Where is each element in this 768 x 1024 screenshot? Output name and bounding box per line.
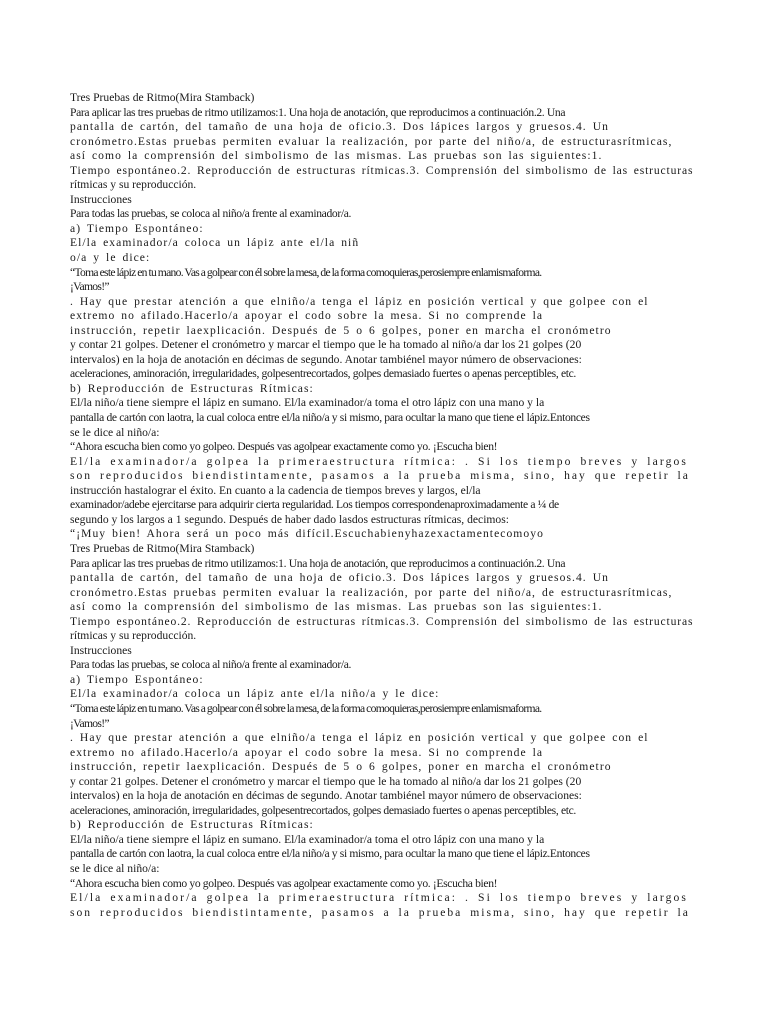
text-line: extremo no afilado.Hacerlo/a apoyar el codo sobre la mesa. Si no comprende la bbox=[70, 309, 544, 323]
text-line: Para todas las pruebas, se coloca al niño/a frente al examinador/a. bbox=[70, 658, 352, 672]
text-line: o/a y le dice: bbox=[70, 251, 151, 265]
text-line: se le dice al niño/a: bbox=[70, 861, 160, 875]
text-line: “Ahora escucha bien como yo golpeo. Después vas agolpear exactamente como yo. ¡Escucha bien! bbox=[70, 440, 498, 454]
text-line: “Toma este lápiz en tu mano. Vas a golpear con él sobre la mesa, de la forma comoquieras,perosiempre enlamismaforma. bbox=[70, 701, 542, 715]
text-line: El/la niño/a tiene siempre el lápiz en sumano. El/la examinador/a toma el otro lápiz con una mano y la bbox=[70, 396, 545, 410]
text-line: rítmicas y su reproducción. bbox=[70, 629, 197, 643]
text-line: y contar 21 golpes. Detener el cronómetro y marcar el tiempo que le ha tomado al niño/a dar los 21 golpes (20 bbox=[70, 774, 582, 788]
text-line: Para aplicar las tres pruebas de ritmo utilizamos:1. Una hoja de anotación, que reproducimos a continuación.2. Una bbox=[70, 105, 566, 119]
document-page bbox=[70, 91, 698, 920]
text-line: “¡Muy bien! Ahora será un poco más difícil.Escuchabienyhazexactamentecomoyo bbox=[70, 527, 544, 541]
text-line: instrucción hastalograr el éxito. En cuanto a la cadencia de tiempos breves y largos, el/la bbox=[70, 483, 481, 497]
text-line: Tres Pruebas de Ritmo(Mira Stamback) bbox=[70, 91, 255, 104]
text-line: . Hay que prestar atención a que elniño/a tenga el lápiz en posición vertical y que golpee con el bbox=[70, 731, 649, 745]
text-line: pantalla de cartón con laotra, la cual coloca entre el/la niño/a y si mismo, para ocultar la mano que tiene el lápiz.Entonces bbox=[70, 847, 590, 861]
text-line: cronómetro.Estas pruebas permiten evaluar la realización, por parte del niño/a, de estructurasrítmicas, bbox=[70, 134, 673, 148]
text-line: Para aplicar las tres pruebas de ritmo utilizamos:1. Una hoja de anotación, que reproducimos a continuación.2. Una bbox=[70, 556, 566, 570]
text-line: extremo no afilado.Hacerlo/a apoyar el codo sobre la mesa. Si no comprende la bbox=[70, 745, 544, 759]
text-line: Tiempo espontáneo.2. Reproducción de estructuras rítmicas.3. Comprensión del simbolismo de las estructuras bbox=[70, 163, 694, 177]
text-line: intervalos) en la hoja de anotación en décimas de segundo. Anotar tambiénel mayor número de observaciones: bbox=[70, 352, 582, 366]
text-line: pantalla de cartón, del tamaño de una hoja de oficio.3. Dos lápices largos y gruesos.4. Un bbox=[70, 120, 609, 134]
text-line: instrucción, repetir laexplicación. Después de 5 o 6 golpes, poner en marcha el cronómetro bbox=[70, 323, 612, 337]
text-line: se le dice al niño/a: bbox=[70, 425, 160, 439]
text-line: rítmicas y su reproducción. bbox=[70, 178, 197, 192]
text-line: b) Reproducción de Estructuras Rítmicas: bbox=[70, 818, 314, 832]
text-line: Tres Pruebas de Ritmo(Mira Stamback) bbox=[70, 541, 255, 555]
text-line: aceleraciones, aminoración, irregularidades, golpesentrecortados, golpes demasiado fuertes o apenas perceptibles, etc. bbox=[70, 367, 576, 381]
text-line: Instrucciones bbox=[70, 643, 132, 657]
text-line: El/la examinador/a coloca un lápiz ante el/la niñ bbox=[70, 236, 360, 250]
text-line: a) Tiempo Espontáneo: bbox=[70, 221, 204, 235]
text-line: . Hay que prestar atención a que elniño/a tenga el lápiz en posición vertical y que golpee con el bbox=[70, 294, 649, 308]
text-line: ¡Vamos!” bbox=[70, 280, 109, 294]
text-line: El/la niño/a tiene siempre el lápiz en sumano. El/la examinador/a toma el otro lápiz con una mano y la bbox=[70, 832, 545, 846]
text-line: son reproducidos biendistintamente, pasamos a la prueba misma, sino, hay que repetir la bbox=[70, 905, 690, 919]
text-line: Tiempo espontáneo.2. Reproducción de estructuras rítmicas.3. Comprensión del simbolismo de las estructuras bbox=[70, 614, 694, 628]
text-line: Instrucciones bbox=[70, 192, 132, 206]
text-line: El/la examinador/a golpea la primeraestructura rítmica: . Si los tiempo breves y largos bbox=[70, 454, 689, 468]
text-line: a) Tiempo Espontáneo: bbox=[70, 672, 204, 686]
text-line: pantalla de cartón, del tamaño de una hoja de oficio.3. Dos lápices largos y gruesos.4. Un bbox=[70, 571, 609, 585]
text-line: segundo y los largos a 1 segundo. Después de haber dado lasdos estructuras rítmicas, decimos: bbox=[70, 512, 509, 526]
text-line: y contar 21 golpes. Detener el cronómetro y marcar el tiempo que le ha tomado al niño/a dar los 21 golpes (20 bbox=[70, 338, 582, 352]
text-line: así como la comprensión del simbolismo de las mismas. Las pruebas son las siguientes:1. bbox=[70, 600, 603, 614]
text-line: aceleraciones, aminoración, irregularidades, golpesentrecortados, golpes demasiado fuertes o apenas perceptibles, etc. bbox=[70, 803, 576, 817]
text-line: El/la examinador/a coloca un lápiz ante el/la niño/a y le dice: bbox=[70, 687, 440, 701]
text-line: El/la examinador/a golpea la primeraestructura rítmica: . Si los tiempo breves y largos bbox=[70, 891, 689, 905]
text-line: son reproducidos biendistintamente, pasamos a la prueba misma, sino, hay que repetir la bbox=[70, 469, 690, 483]
text-line: “Ahora escucha bien como yo golpeo. Después vas agolpear exactamente como yo. ¡Escucha bien! bbox=[70, 876, 498, 890]
text-line: pantalla de cartón con laotra, la cual coloca entre el/la niño/a y si mismo, para ocultar la mano que tiene el lápiz.Entonces bbox=[70, 411, 590, 425]
text-line: examinador/adebe ejercitarse para adquirir cierta regularidad. Los tiempos correspondenaproximadamente a ¼ de bbox=[70, 498, 559, 512]
text-line: instrucción, repetir laexplicación. Después de 5 o 6 golpes, poner en marcha el cronómetro bbox=[70, 760, 612, 774]
text-line: Para todas las pruebas, se coloca al niño/a frente al examinador/a. bbox=[70, 207, 352, 221]
text-line: así como la comprensión del simbolismo de las mismas. Las pruebas son las siguientes:1. bbox=[70, 149, 603, 163]
text-line: “Toma este lápiz en tu mano. Vas a golpear con él sobre la mesa, de la forma comoquieras,perosiempre enlamismaforma. bbox=[70, 265, 542, 279]
text-line: intervalos) en la hoja de anotación en décimas de segundo. Anotar tambiénel mayor número de observaciones: bbox=[70, 789, 582, 803]
text-line: ¡Vamos!” bbox=[70, 716, 109, 730]
text-line: cronómetro.Estas pruebas permiten evaluar la realización, por parte del niño/a, de estructurasrítmicas, bbox=[70, 585, 673, 599]
text-line: b) Reproducción de Estructuras Rítmicas: bbox=[70, 381, 314, 395]
